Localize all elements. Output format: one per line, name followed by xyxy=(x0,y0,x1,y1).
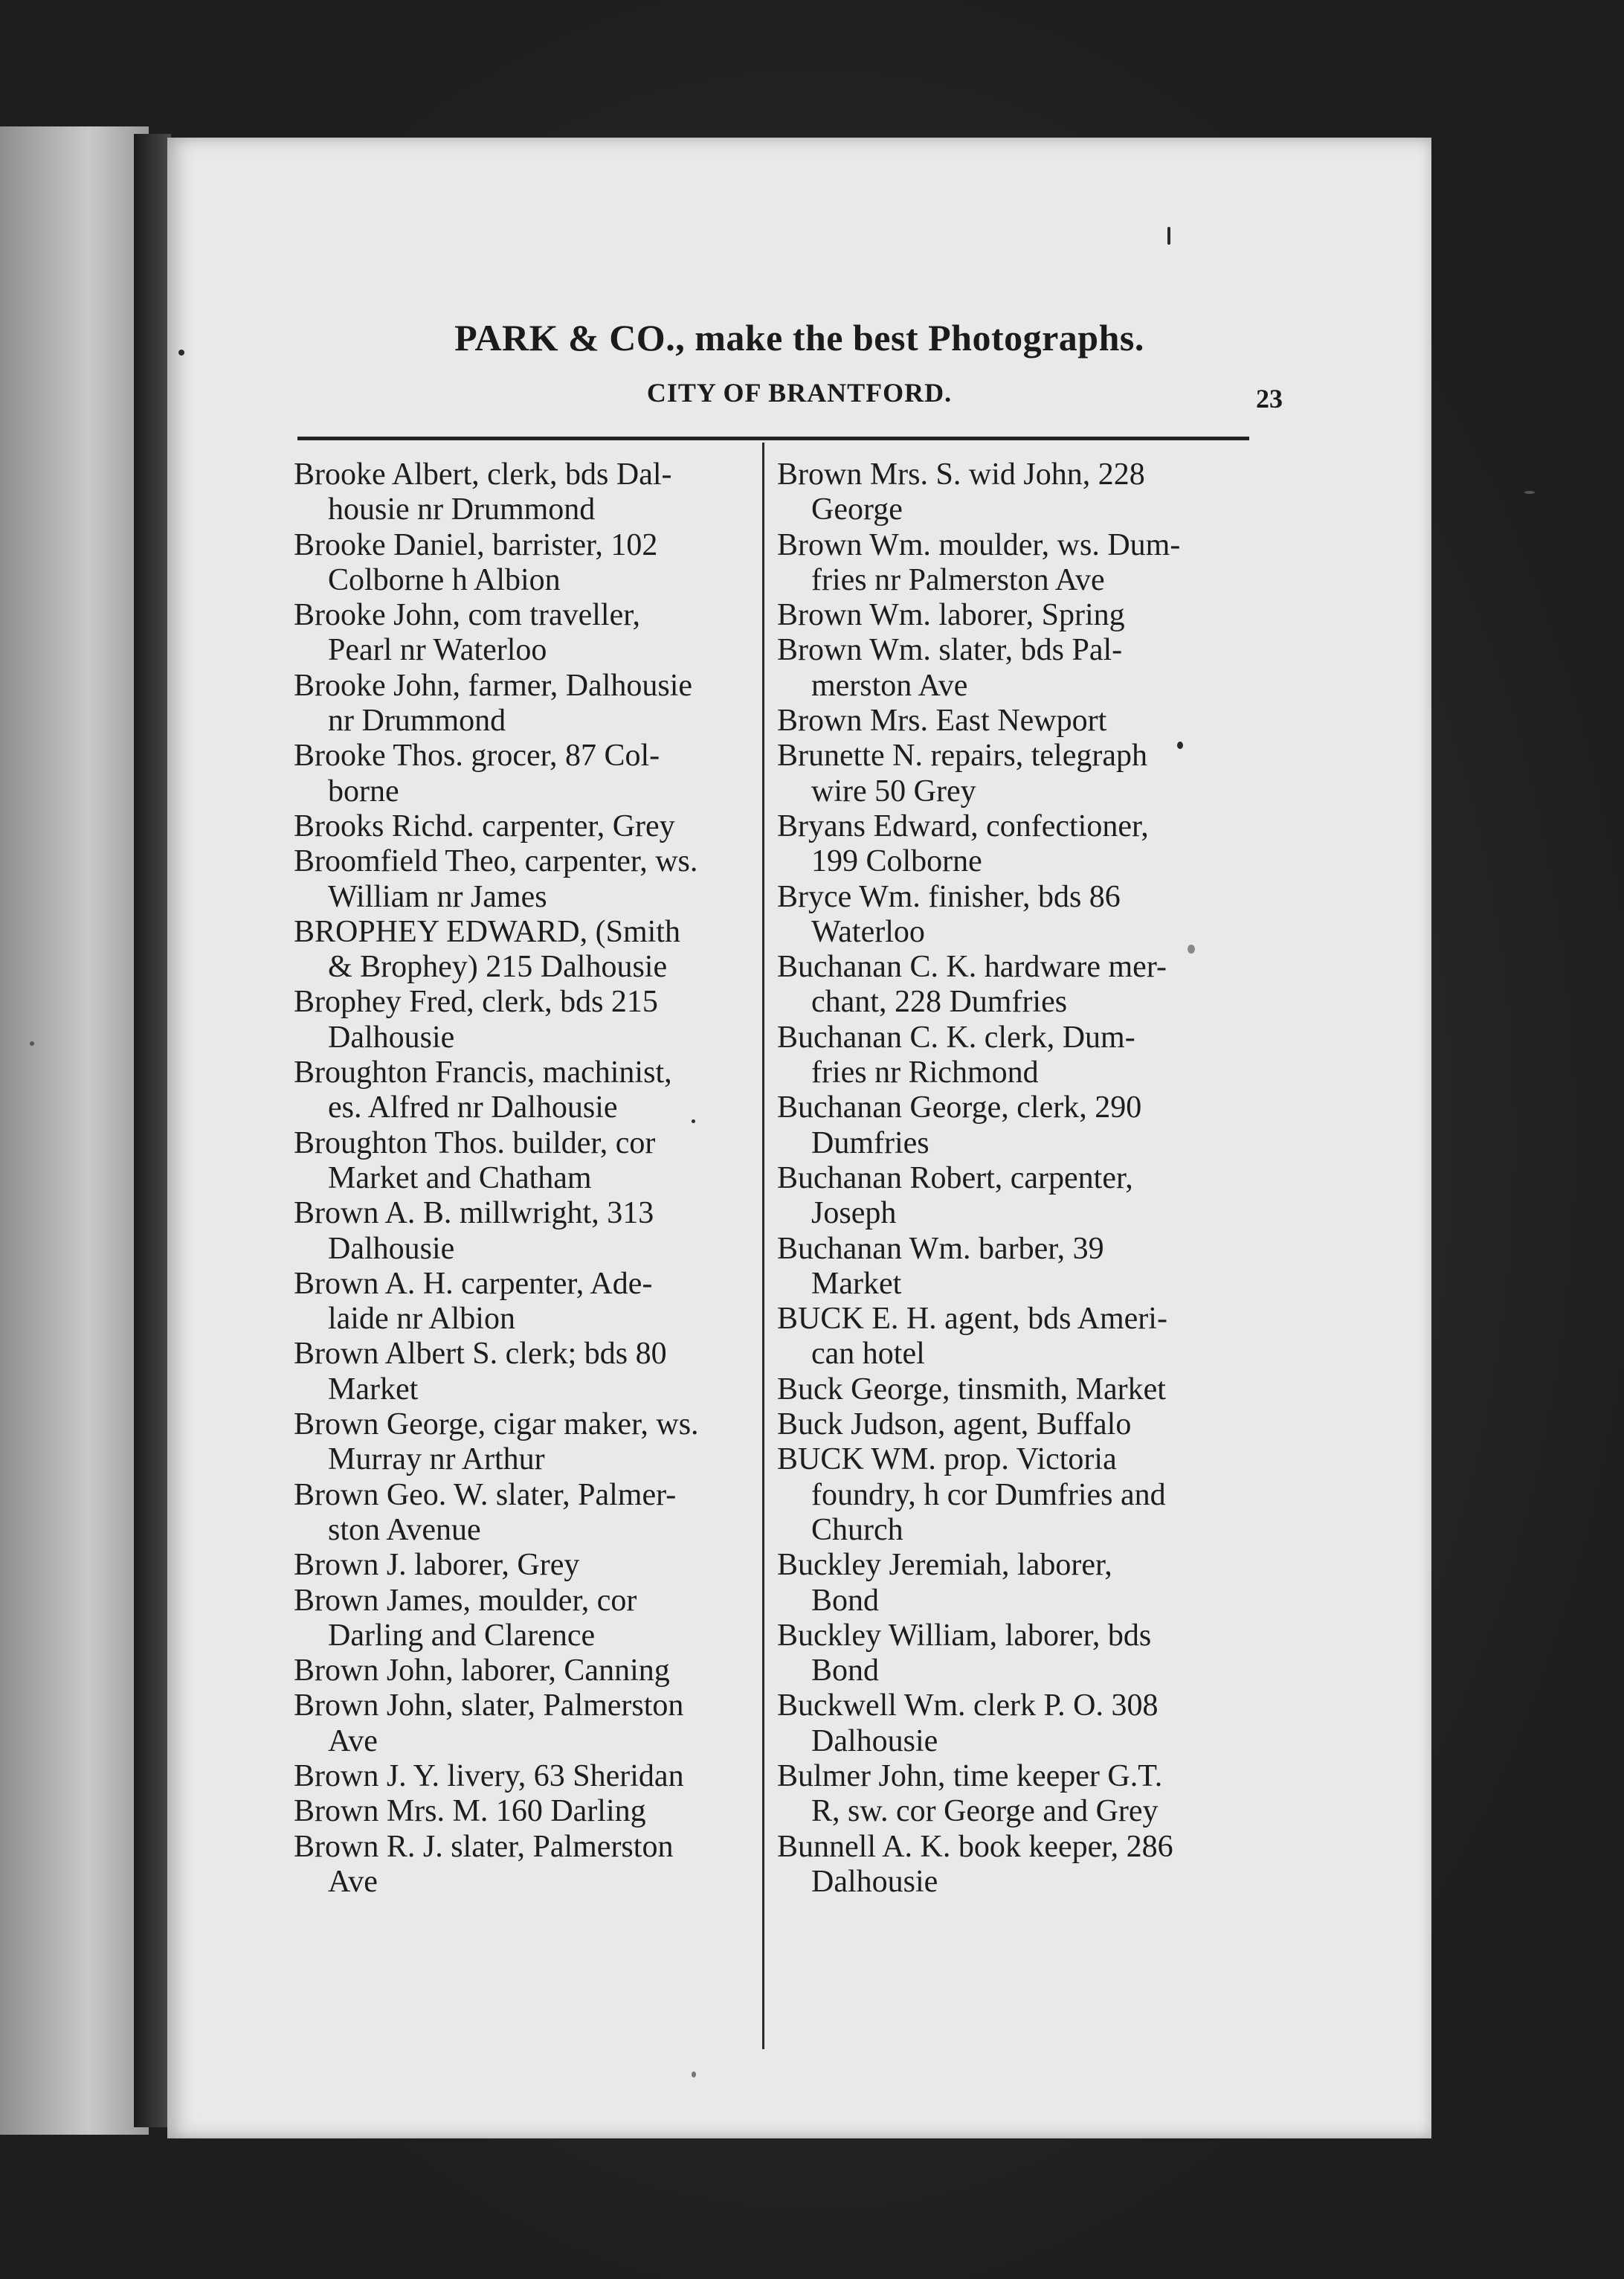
directory-entry xyxy=(777,457,1272,528)
page-gutter-shadow xyxy=(134,134,171,2127)
entry-continuation-line: housie nr Drummond xyxy=(328,492,596,527)
entry-name-line: Brown A. B. millwright, 313 xyxy=(294,1196,654,1231)
entry-continuation-line: Dalhousie xyxy=(811,1723,938,1758)
entry-name-line: BUCK E. H. agent, bds Ameri- xyxy=(777,1302,1167,1337)
entry-name-line: Bryans Edward, confectioner, xyxy=(777,809,1149,843)
directory-entry xyxy=(294,844,747,915)
directory-entry xyxy=(777,528,1272,599)
directory-entry xyxy=(294,1653,747,1688)
directory-entry xyxy=(294,809,747,844)
directory-entry xyxy=(294,915,747,986)
directory-entry xyxy=(777,1407,1272,1442)
entry-continuation-line: R, sw. cor George and Grey xyxy=(811,1794,1159,1829)
entry-name-line: Brunette N. repairs, telegraph xyxy=(777,739,1147,774)
entry-continuation-line: es. Alfred nr Dalhousie xyxy=(328,1090,618,1125)
directory-entry xyxy=(294,1759,747,1794)
entry-name-line: Brown John, laborer, Canning xyxy=(294,1653,670,1688)
entry-continuation-line: Church xyxy=(811,1512,903,1547)
directory-entry xyxy=(777,633,1272,704)
directory-entry xyxy=(777,1090,1272,1161)
directory-entry xyxy=(777,1442,1272,1548)
ink-speck xyxy=(1188,945,1195,954)
ink-speck xyxy=(692,1119,695,1123)
page-number: 23 xyxy=(1256,384,1283,414)
entry-continuation-line: fries nr Richmond xyxy=(811,1055,1039,1090)
advertisement-header: PARK & CO., make the best Photographs. xyxy=(454,317,1144,359)
directory-entry xyxy=(294,739,747,809)
directory-entry xyxy=(294,457,747,528)
entry-name-line: Buck Judson, agent, Buffalo xyxy=(777,1407,1132,1442)
ink-speck xyxy=(30,1041,34,1046)
entry-name-line: Brown James, moulder, cor xyxy=(294,1583,637,1618)
entry-continuation-line: Market and Chatham xyxy=(328,1160,592,1195)
entry-name-line: Brown Wm. moulder, ws. Dum- xyxy=(777,527,1181,562)
entry-name-line: Brooke Albert, clerk, bds Dal- xyxy=(294,457,672,492)
entry-continuation-line: Bond xyxy=(811,1583,880,1618)
entry-name-line: Brooks Richd. carpenter, Grey xyxy=(294,809,675,843)
running-head: CITY OF BRANTFORD. xyxy=(646,378,953,408)
directory-entry xyxy=(294,1407,747,1478)
entry-continuation-line: Dumfries xyxy=(811,1125,929,1160)
entry-continuation-line: Market xyxy=(811,1266,902,1301)
directory-entry xyxy=(777,1548,1272,1619)
entry-continuation-line: & Brophey) 215 Dalhousie xyxy=(328,950,668,985)
directory-entry xyxy=(777,880,1272,951)
entry-continuation-line: wire 50 Grey xyxy=(811,774,976,809)
left-column xyxy=(294,457,747,1900)
previous-page-edge xyxy=(0,126,149,2135)
directory-entry xyxy=(777,1619,1272,1689)
entry-continuation-line: Dalhousie xyxy=(811,1864,938,1899)
directory-entry xyxy=(294,1548,747,1583)
entry-continuation-line: fries nr Palmerston Ave xyxy=(811,562,1105,597)
entry-name-line: Buchanan Wm. barber, 39 xyxy=(777,1231,1104,1266)
directory-entry xyxy=(294,528,747,599)
entry-name-line: Buchanan C. K. clerk, Dum- xyxy=(777,1020,1135,1055)
entry-name-line: Brown Mrs. S. wid John, 228 xyxy=(777,457,1145,492)
directory-entry xyxy=(294,1055,747,1126)
entry-name-line: Brown John, slater, Palmerston xyxy=(294,1688,684,1723)
directory-entry xyxy=(777,739,1272,809)
entry-name-line: Brown Albert S. clerk; bds 80 xyxy=(294,1337,667,1372)
entry-name-line: Buckwell Wm. clerk P. O. 308 xyxy=(777,1688,1159,1723)
entry-name-line: Brophey Fred, clerk, bds 215 xyxy=(294,985,658,1020)
ink-speck xyxy=(1524,491,1535,494)
entry-name-line: Broughton Francis, machinist, xyxy=(294,1055,672,1090)
directory-entry xyxy=(294,1196,747,1267)
entry-continuation-line: Colborne h Albion xyxy=(328,562,561,597)
entry-name-line: Brown Wm. slater, bds Pal- xyxy=(777,633,1123,668)
entry-name-line: Brown A. H. carpenter, Ade- xyxy=(294,1266,653,1301)
entry-name-line: Brooke John, farmer, Dalhousie xyxy=(294,668,693,703)
ink-speck xyxy=(1177,742,1183,749)
directory-entry xyxy=(777,1302,1272,1372)
directory-entry xyxy=(777,598,1272,633)
entry-continuation-line: Waterloo xyxy=(811,914,925,949)
directory-entry xyxy=(777,704,1272,739)
entry-name-line: Brown Mrs. M. 160 Darling xyxy=(294,1794,646,1829)
entry-name-line: Buckley Jeremiah, laborer, xyxy=(777,1548,1112,1583)
entry-name-line: Bunnell A. K. book keeper, 286 xyxy=(777,1829,1173,1864)
entry-name-line: BROPHEY EDWARD, (Smith xyxy=(294,914,680,949)
entry-continuation-line: Murray nr Arthur xyxy=(328,1442,545,1477)
ink-speck xyxy=(178,350,184,356)
entry-continuation-line: merston Ave xyxy=(811,668,968,703)
entry-continuation-line: foundry, h cor Dumfries and xyxy=(811,1477,1166,1512)
entry-continuation-line: ston Avenue xyxy=(328,1512,481,1547)
entry-continuation-line: Ave xyxy=(328,1723,378,1758)
entry-name-line: Brown J. Y. livery, 63 Sheridan xyxy=(294,1758,684,1793)
entry-continuation-line: Dalhousie xyxy=(328,1020,455,1055)
directory-entry xyxy=(777,1161,1272,1232)
entry-continuation-line: Ave xyxy=(328,1864,378,1899)
directory-entry xyxy=(777,1759,1272,1830)
entry-name-line: Buck George, tinsmith, Market xyxy=(777,1372,1166,1407)
directory-entry xyxy=(294,1688,747,1759)
directory-entry xyxy=(294,1478,747,1549)
directory-entry xyxy=(294,1267,747,1337)
entry-continuation-line: Joseph xyxy=(811,1196,897,1231)
entry-name-line: Buchanan George, clerk, 290 xyxy=(777,1090,1142,1125)
directory-entry xyxy=(777,1372,1272,1407)
entry-name-line: Brooke John, com traveller, xyxy=(294,598,641,633)
entry-name-line: Broomfield Theo, carpenter, ws. xyxy=(294,844,698,879)
directory-entry xyxy=(294,1830,747,1900)
entry-name-line: Brown Wm. laborer, Spring xyxy=(777,598,1125,633)
directory-entry xyxy=(294,1337,747,1407)
directory-entry xyxy=(777,1688,1272,1759)
column-divider xyxy=(762,443,764,2049)
entry-name-line: Broughton Thos. builder, cor xyxy=(294,1125,656,1160)
entry-continuation-line: 199 Colborne xyxy=(811,844,982,879)
directory-entry xyxy=(777,950,1272,1020)
entry-continuation-line: Market xyxy=(328,1372,419,1407)
ink-speck xyxy=(692,2071,696,2077)
entry-name-line: Brown George, cigar maker, ws. xyxy=(294,1407,699,1442)
entry-name-line: Buchanan C. K. hardware mer- xyxy=(777,950,1167,985)
entry-name-line: Brooke Thos. grocer, 87 Col- xyxy=(294,739,660,774)
entry-continuation-line: Pearl nr Waterloo xyxy=(328,633,547,668)
entry-continuation-line: laide nr Albion xyxy=(328,1302,515,1337)
entry-name-line: Bryce Wm. finisher, bds 86 xyxy=(777,879,1121,914)
entry-name-line: Buckley William, laborer, bds xyxy=(777,1618,1152,1653)
directory-page xyxy=(167,138,1431,2138)
entry-name-line: Brown Mrs. East Newport xyxy=(777,704,1107,739)
entry-continuation-line: Dalhousie xyxy=(328,1231,455,1266)
entry-continuation-line: borne xyxy=(328,774,399,809)
entry-continuation-line: Darling and Clarence xyxy=(328,1618,596,1653)
entry-name-line: Bulmer John, time keeper G.T. xyxy=(777,1758,1163,1793)
directory-entry xyxy=(294,669,747,739)
entry-name-line: Brown J. laborer, Grey xyxy=(294,1548,580,1583)
entry-name-line: Brown Geo. W. slater, Palmer- xyxy=(294,1477,677,1512)
entry-continuation-line: William nr James xyxy=(328,879,547,914)
entry-name-line: Buchanan Robert, carpenter, xyxy=(777,1160,1133,1195)
header-rule xyxy=(297,437,1249,440)
directory-entry xyxy=(777,1020,1272,1091)
directory-entry xyxy=(294,985,747,1055)
directory-entry xyxy=(777,809,1272,880)
directory-entry xyxy=(777,1232,1272,1302)
directory-entry xyxy=(777,1830,1272,1900)
entry-continuation-line: can hotel xyxy=(811,1337,925,1372)
entry-continuation-line: George xyxy=(811,492,903,527)
entry-continuation-line: Bond xyxy=(811,1653,880,1688)
directory-entry xyxy=(294,1584,747,1654)
entry-name-line: Brown R. J. slater, Palmerston xyxy=(294,1829,674,1864)
right-column xyxy=(777,457,1272,1900)
directory-entry xyxy=(294,1126,747,1197)
directory-entry xyxy=(294,1794,747,1829)
entry-continuation-line: nr Drummond xyxy=(328,704,506,739)
entry-name-line: BUCK WM. prop. Victoria xyxy=(777,1442,1117,1477)
ink-speck xyxy=(1167,227,1170,245)
entry-name-line: Brooke Daniel, barrister, 102 xyxy=(294,527,658,562)
directory-entry xyxy=(294,598,747,669)
entry-continuation-line: chant, 228 Dumfries xyxy=(811,985,1068,1020)
